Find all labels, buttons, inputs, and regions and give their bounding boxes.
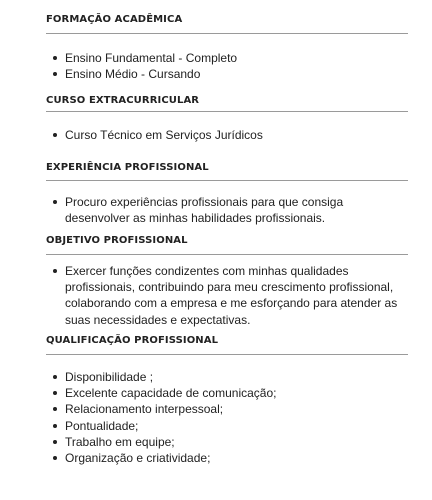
section-formacao-academica (46, 13, 408, 82)
section-objetivo-profissional (46, 234, 408, 327)
list-item: Ensino Fundamental - Completo (46, 50, 408, 66)
section-divider (46, 111, 408, 112)
list-item: Curso Técnico em Serviços Jurídicos (46, 127, 408, 143)
list-item: Pontualidade; (46, 418, 408, 434)
section-heading: FORMAÇÃO ACADÊMICA (46, 14, 183, 25)
list-item: Relacionamento interpessoal; (46, 401, 408, 417)
section-curso-extracurricular (46, 94, 408, 142)
section-heading: QUALIFICAÇÃO PROFISSIONAL (46, 335, 219, 346)
section-qualificacao-profissional (46, 334, 408, 466)
list-item: Disponibilidade ; (46, 369, 408, 385)
list-item: Ensino Médio - Cursando (46, 66, 408, 82)
section-divider (46, 354, 408, 355)
list-item: Procuro experiências profissionais para que consiga desenvolver as minhas habilidades profissionais. (46, 194, 408, 226)
section-heading: EXPERIÊNCIA PROFISSIONAL (46, 162, 209, 173)
section-divider (46, 180, 408, 181)
section-divider (46, 33, 408, 34)
section-list (46, 127, 408, 143)
section-list (46, 50, 408, 82)
section-heading: CURSO EXTRACURRICULAR (46, 95, 200, 106)
section-heading: OBJETIVO PROFISSIONAL (46, 235, 188, 246)
section-list (46, 263, 408, 328)
list-item: Excelente capacidade de comunicação; (46, 385, 408, 401)
list-item: Exercer funções condizentes com minhas qualidades profissionais, contribuindo para meu crescimento profissional, colaborando com a empresa e me esforçando para atender as suas necessidades e expectativas. (46, 263, 408, 328)
list-item: Trabalho em equipe; (46, 434, 408, 450)
section-divider (46, 254, 408, 255)
list-item: Organização e criatividade; (46, 450, 408, 466)
section-list (46, 369, 408, 466)
section-experiencia-profissional (46, 161, 408, 226)
section-list (46, 194, 408, 226)
